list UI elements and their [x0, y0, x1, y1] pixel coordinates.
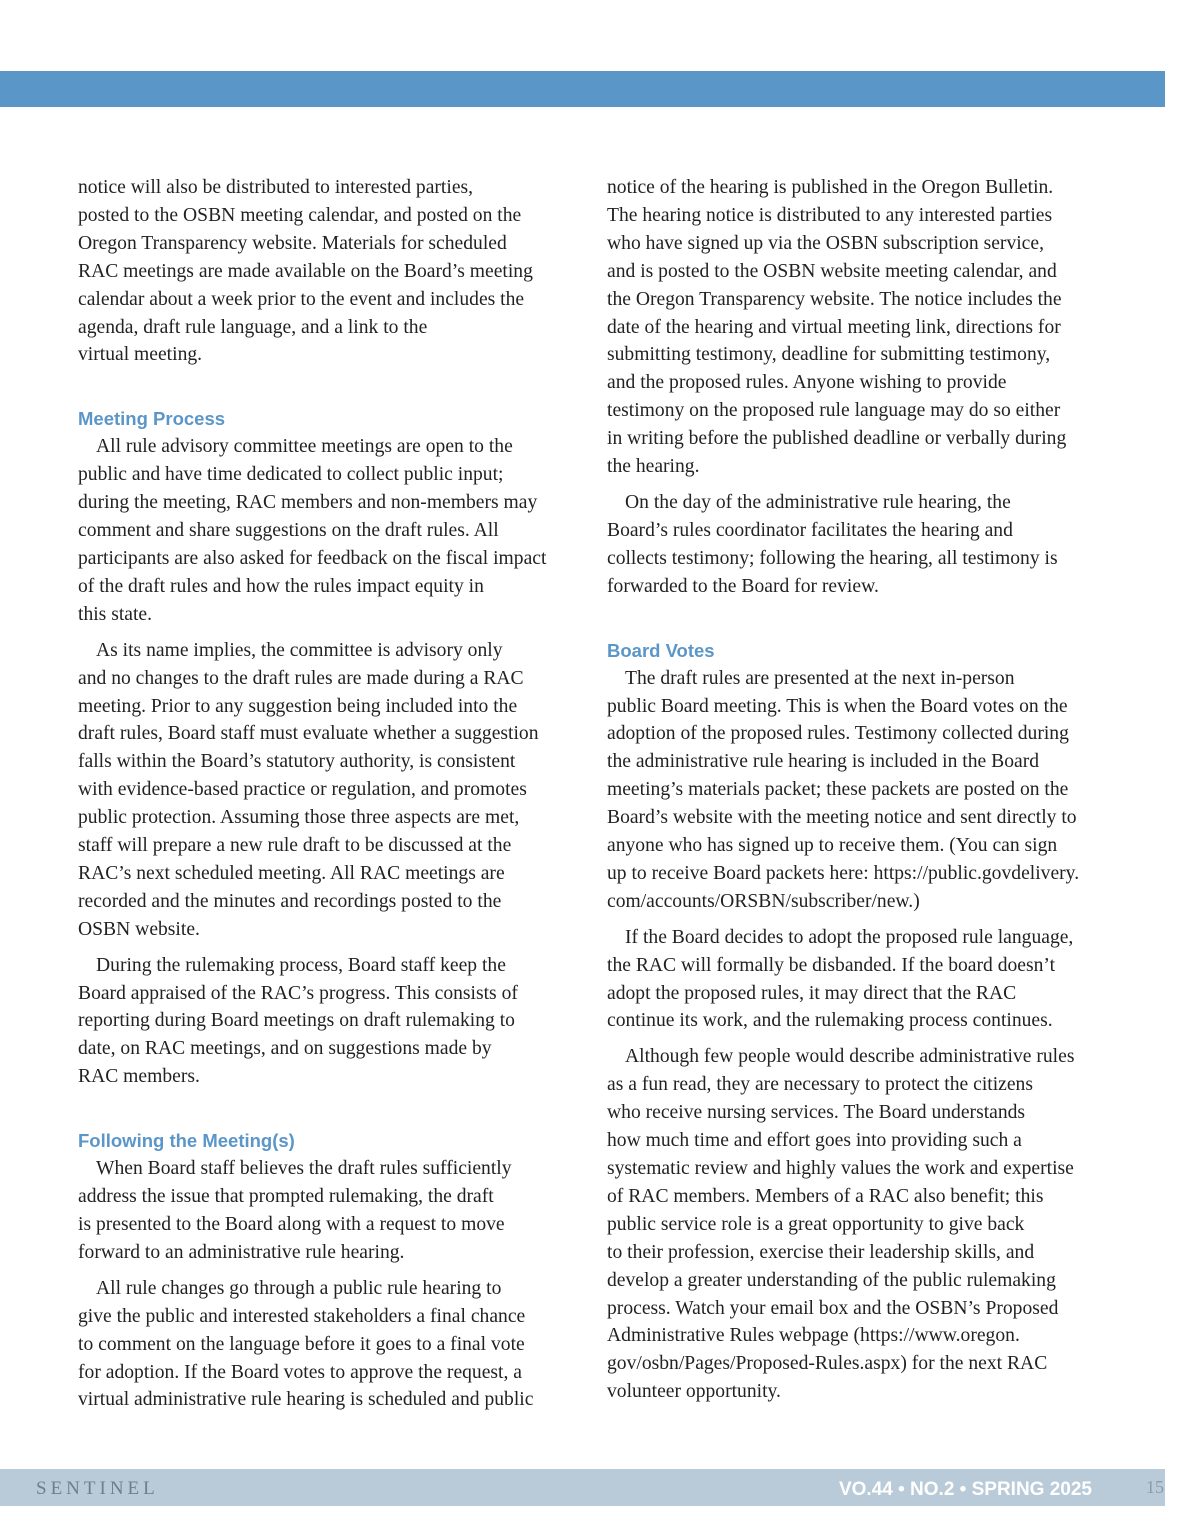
paragraph: notice of the hearing is published in the Oregon Bulletin. The hearing notice is distributed to any interested parties who have signed up via the OSBN subscription service, and is posted to the OSBN website meeting calendar, and the Oregon Transparency website. The notice includes the date of the hearing and virtual meeting link, directions for submitting testimony, deadline for submitting testimony, and the proposed rules. Anyone wishing to provide testimony on the proposed rule language may do so either in writing before the published deadline or verbally during the hearing. — [607, 177, 1067, 478]
publication-name: SENTINEL — [36, 1478, 159, 1499]
right-column — [607, 174, 1122, 1414]
paragraph: When Board staff believes the draft rules sufficiently address the issue that prompted rulemaking, the draft is presented to the Board along with a request to move forward to an administrative rule hearing. — [78, 1158, 512, 1263]
page-number: 15 — [1146, 1477, 1164, 1497]
section-heading-following-meeting: Following the Meeting(s) — [78, 1130, 295, 1152]
paragraph: notice will also be distributed to interested parties, posted to the OSBN meeting calendar, and posted on the Oregon Transparency website. Materials for scheduled RAC meetings are made available on the Board’s meeting calendar about a week prior to the event and includes the agenda, draft rule language, and a link to the virtual meeting. — [78, 177, 533, 366]
paragraph: All rule advisory committee meetings are open to the public and have time dedicated to collect public input; during the meeting, RAC members and non-members may comment and share suggestions on the draft rules. All participants are also asked for feedback on the fiscal impact of the draft rules and how the rules impact equity in this state. — [78, 436, 547, 625]
paragraph: If the Board decides to adopt the proposed rule language, the RAC will formally be disbanded. If the board doesn’t adopt the proposed rules, it may direct that the RAC continue its work, and the rulemaking process continues. — [607, 926, 1074, 1032]
section-heading-board-votes: Board Votes — [607, 639, 715, 661]
paragraph: During the rulemaking process, Board staff keep the Board appraised of the RAC’s progress. This consists of reporting during Board meetings on draft rulemaking to date, on RAC meetings, and on suggestions made by RAC members. — [78, 954, 518, 1088]
paragraph: All rule changes go through a public rule hearing to give the public and interested stakeholders a final chance to comment on the language before it goes to a final vote for adoption. If the Board votes to approve the request, a virtual administrative rule hearing is scheduled and public — [78, 1277, 534, 1411]
left-column — [78, 174, 583, 1422]
paragraph: On the day of the administrative rule hearing, the Board’s rules coordinator facilitates the hearing and collects testimony; following the hearing, all testimony is forwarded to the Board for review. — [607, 491, 1058, 597]
paragraph: The draft rules are presented at the next in-person public Board meeting. This is when the Board votes on the adoption of the proposed rules. Testimony collected during the administrative rule hearing is included in the Board meeting’s materials packet; these packets are posted on the Board’s website with the meeting notice and sent directly to anyone who has signed up to receive them. (You can sign up to receive Board packets here: https://public.govdelivery. com/accounts/ORSBN/subscriber/new.) — [607, 667, 1080, 912]
header-color-band — [0, 71, 1165, 107]
paragraph: Although few people would describe administrative rules as a fun read, they are necessary to protect the citizens who receive nursing services. The Board understands how much time and effort goes into providing such a systematic review and highly values the work and expertise of RAC members. Members of a RAC also benefit; this public service role is a great opportunity to give back to their profession, exercise their leadership skills, and develop a greater understanding of the public rulemaking process. Watch your email box and the OSBN’s Proposed Administrative Rules webpage (https://www.oregon. gov/osbn/Pages/Proposed-Rules.aspx) for the next RAC volunteer opportunity. — [607, 1046, 1075, 1403]
issue-info: VO.44 • NO.2 • SPRING 2025 — [838, 1479, 1092, 1500]
paragraph: As its name implies, the committee is advisory only and no changes to the draft rules are made during a RAC meeting. Prior to any suggestion being included into the draft rules, Board staff must evaluate whether a suggestion falls within the Board’s statutory authority, is consistent with evidence-based practice or regulation, and promotes public protection. Assuming those three aspects are met, staff will prepare a new rule draft to be discussed at the RAC’s next scheduled meeting. All RAC meetings are recorded and the minutes and recordings posted to the OSBN website. — [78, 639, 539, 940]
section-heading-meeting-process: Meeting Process — [78, 408, 226, 430]
